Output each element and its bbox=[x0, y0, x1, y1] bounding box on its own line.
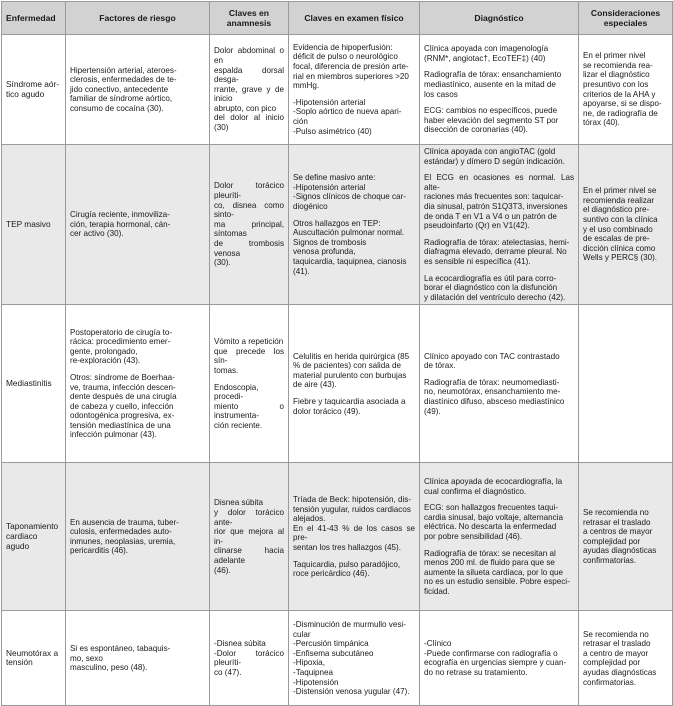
exam-keys-cell bbox=[289, 611, 420, 706]
diagnosis-cell bbox=[420, 35, 579, 145]
cell-paragraph: Endoscopia, procedi- miento o instrumenta- ción reciente. bbox=[214, 382, 284, 430]
cell-paragraph: Cirugía reciente, inmoviliza- ción, terapia hormonal, cán- cer activo (30). bbox=[70, 210, 171, 239]
disease-name: Taponamiento cardiaco agudo bbox=[6, 521, 59, 551]
disease-name: TEP masivo bbox=[6, 218, 51, 229]
header-history-keys: Claves en anamnesis bbox=[210, 2, 289, 35]
header-diagnosis: Diagnóstico bbox=[420, 2, 579, 35]
diagnosis-cell bbox=[420, 463, 579, 611]
cell-paragraph: Se define masivo ante: -Hipotensión arterial -Signos clínicos de choque car- diogénico bbox=[293, 173, 406, 211]
cell-paragraph: -Disnea súbita -Dolor torácico pleuríti- co (47). bbox=[214, 639, 284, 677]
history-keys-cell bbox=[210, 463, 289, 611]
header-exam-keys: Claves en examen físico bbox=[289, 2, 420, 35]
diagnosis-cell bbox=[420, 145, 579, 305]
cell-paragraph: Radiografía de tórax: se necesitan al menos 200 ml. de fluido para que se aumente la silueta cardiaca, por lo que no es un estudio sensible. Pobre especi- ficidad. bbox=[424, 548, 570, 596]
cell-paragraph: -Disminución de murmullo vesi- cular -Percusión timpánica -Enfisema subcutáneo -Hipoxia, -Taquipnea -Hipotensión -Distensión venosa yugular (47). bbox=[293, 619, 410, 697]
cell-paragraph: Disnea súbita y dolor torácico ante- rior que mejora al in- clinarse hacia adelante (46). bbox=[214, 498, 284, 575]
cell-paragraph: -Hipotensión arterial -Soplo aórtico de nueva apari- ción -Pulso asimétrico (40) bbox=[293, 97, 402, 136]
cell-paragraph: En el primer nivel se recomienda rea- lizar el diagnóstico presuntivo con los criterios de la AHA y apoyarse, si se dispo- ne, de radiografía de tórax (40). bbox=[583, 51, 662, 128]
table-row bbox=[2, 611, 673, 706]
clinical-table bbox=[1, 1, 673, 706]
cell-paragraph: El ECG en ocasiones es normal. Las alte- raciones más frecuentes son: taquicar- dia sinusal, patrón S1Q3T3, inversiones de onda T en V1 a V4 o un patrón de pseudoinfarto (Qr) en V1(42). bbox=[424, 173, 574, 231]
history-keys-cell bbox=[210, 35, 289, 145]
table-row bbox=[2, 145, 673, 305]
cell-paragraph: Se recomienda no retrasar el traslado a centros de mayor complejidad por ayudas diagnósticas confirmatorias. bbox=[583, 508, 657, 565]
cell-paragraph: En ausencia de trauma, tuber- culosis, enfermedades auto- inmunes, neoplasias, uremia, pericarditis (46). bbox=[70, 517, 179, 556]
cell-paragraph: ECG: son hallazgos frecuentes taqui- cardia sinusal, bajo voltaje, alternancia eléctrica. No descarta la enfermedad por pobre sensibilidad (46). bbox=[424, 503, 564, 542]
cell-paragraph: -Clínico -Puede confirmarse con radiografía o ecografía en urgencias siempre y cuan- do no retrase su tratamiento. bbox=[424, 639, 567, 677]
cell-paragraph: Radiografía de tórax: ensanchamiento mediastínico, ausente en la mitad de los casos bbox=[424, 70, 562, 99]
history-keys-cell bbox=[210, 145, 289, 305]
exam-keys-cell bbox=[289, 35, 420, 145]
cell-paragraph: Radiografía de tórax: atelectasias, hemi- diafragma elevado, derrame pleural. No es sensible ni específica (41). bbox=[424, 237, 570, 266]
cell-paragraph: Radiografía de tórax: neumomediasti- no, neumotórax, ensanchamiento me- diastínico difuso, absceso mediastínico (49). bbox=[424, 377, 565, 416]
cell-paragraph: Taquicardia, pulso paradójico, roce pericárdico (46). bbox=[293, 559, 401, 579]
diagnosis-cell bbox=[420, 305, 579, 463]
history-keys-cell bbox=[210, 611, 289, 706]
cell-paragraph: Hipertensión arterial, ateroes- clerosis, enfermedades de te- jido conectivo, antecedente familiar de síndrome aórtico, consumo de cocaína (30). bbox=[70, 65, 177, 113]
table-row bbox=[2, 305, 673, 463]
disease-cell bbox=[2, 35, 66, 145]
table-row bbox=[2, 463, 673, 611]
exam-keys-cell bbox=[289, 145, 420, 305]
cell-paragraph: Evidencia de hipoperfusión: déficit de pulso o neurológico focal, diferencia de presión arte- rial en miembros superiores >20 mmHg. bbox=[293, 42, 409, 91]
disease-cell bbox=[2, 145, 66, 305]
disease-name: Mediastinitis bbox=[6, 378, 52, 389]
risk-factors-cell bbox=[66, 145, 210, 305]
disease-name: Neumotórax a tensión bbox=[6, 647, 59, 668]
special-considerations-cell bbox=[579, 611, 673, 706]
cell-paragraph: ECG: cambios no específicos, puede haber elevación del segmento ST por disección de coronarias (40). bbox=[424, 106, 559, 135]
history-keys-cell bbox=[210, 305, 289, 463]
cell-paragraph: Vómito a repetición que precede los sín- tomas. bbox=[214, 337, 284, 375]
risk-factors-cell bbox=[66, 35, 210, 145]
cell-paragraph: Fiebre y taquicardia asociada a dolor torácico (49). bbox=[293, 396, 406, 416]
cell-paragraph: Se recomienda no retrasar el traslado a centro de mayor complejidad por ayudas diagnósticas confirmatorias. bbox=[583, 629, 657, 687]
risk-factors-cell bbox=[66, 305, 210, 463]
disease-name: Síndrome aór- tico agudo bbox=[6, 78, 60, 99]
special-considerations-cell bbox=[579, 305, 673, 463]
header-disease: Enfermedad bbox=[2, 2, 66, 35]
header-special-considerations: Consideraciones especiales bbox=[579, 2, 673, 35]
cell-paragraph: La ecocardiografía es útil para corro- borar el diagnóstico con la disfunción y dilatación del ventrículo derecho (42). bbox=[424, 273, 566, 302]
special-considerations-cell bbox=[579, 35, 673, 145]
cell-paragraph: Clínico apoyado con TAC contrastado de tórax. bbox=[424, 351, 560, 371]
cell-paragraph: Clínica apoyada de ecocardiografía, la cual confirma el diagnóstico. bbox=[424, 477, 563, 496]
cell-paragraph: Otros: síndrome de Boerhaa- ve, trauma, infección descen- dente después de una cirugía de cabeza y cuello, infección odontogénica progresiva, ex- tensión mediastínica de una infección pulmonar (43). bbox=[70, 372, 177, 440]
cell-paragraph: En el primer nivel se recomienda realizar el diagnóstico pre- suntivo con la clínica y el uso combinado de escalas de pre- dicción clínica como Wells y PERC§ (30). bbox=[583, 186, 658, 263]
cell-paragraph: Tríada de Beck: hipotensión, dis- tensión yugular, ruidos cardiacos alejados. En el 41-43 % de los casos se pre- sentan los tres hallazgos (45). bbox=[293, 494, 415, 552]
cell-paragraph: Otros hallazgos en TEP: Auscultación pulmonar normal. Signos de trombosis venosa profunda, taquicardia, taquipnea, cianosis (41). bbox=[293, 218, 407, 276]
header-risk-factors: Factores de riesgo bbox=[66, 2, 210, 35]
disease-cell bbox=[2, 305, 66, 463]
disease-cell bbox=[2, 611, 66, 706]
cell-paragraph: Celulitis en herida quirúrgica (85 % de pacientes) con salida de material purulento con burbujas de aire (43). bbox=[293, 351, 410, 390]
exam-keys-cell bbox=[289, 305, 420, 463]
special-considerations-cell bbox=[579, 463, 673, 611]
cell-paragraph: Si es espontáneo, tabaquis- mo, sexo masculino, peso (48). bbox=[70, 643, 171, 673]
risk-factors-cell bbox=[66, 611, 210, 706]
cell-paragraph: Postoperatorio de cirugía to- rácica: procedimiento emer- gente, prolongado, re-exploración (43). bbox=[70, 327, 173, 366]
cell-paragraph: Clínica apoyada con angioTAC (gold estándar) y dímero D según indicación. bbox=[424, 147, 565, 166]
disease-cell bbox=[2, 463, 66, 611]
cell-paragraph: Dolor abdominal o en espalda dorsal desga- rrante, grave y de inicio abrupto, con pico del dolor al inicio (30) bbox=[214, 46, 284, 133]
cell-paragraph: Clínica apoyada con imagenología (RNM*, angiotac†, EcoTEF‡) (40) bbox=[424, 44, 549, 63]
exam-keys-cell bbox=[289, 463, 420, 611]
table-header-row bbox=[2, 2, 673, 35]
cell-paragraph: Dolor torácico pleuríti- co, disnea como sinto- ma principal, síntomas de trombosis venosa (30). bbox=[214, 181, 284, 268]
risk-factors-cell bbox=[66, 463, 210, 611]
special-considerations-cell bbox=[579, 145, 673, 305]
diagnosis-cell bbox=[420, 611, 579, 706]
table-row bbox=[2, 35, 673, 145]
